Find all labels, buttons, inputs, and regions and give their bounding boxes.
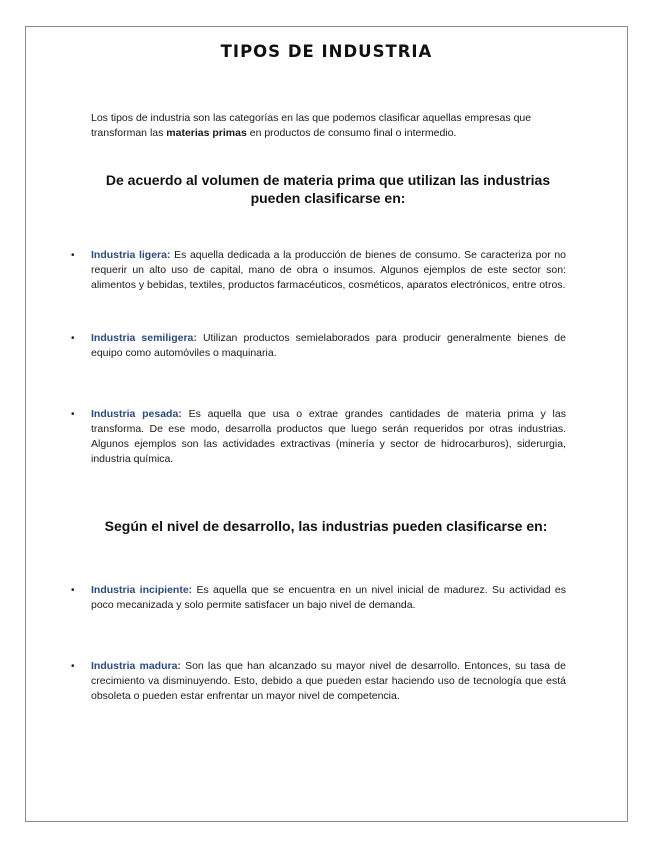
section1-heading: De acuerdo al volumen de materia prima que utilizan las industrias pueden clasificarse en:: [105, 172, 551, 206]
section2-heading: Según el nivel de desarrollo, las industrias pueden clasificarse en:: [104, 518, 548, 534]
bullet-icon: •: [71, 333, 75, 344]
item-text: Son las que han alcanzado su mayor nivel de desarrollo. Entonces, su tasa de crecimiento va disminuyendo. Esto, debido a que pueden estar haciendo uso de tecnología que está obsoleta o pueden estar enfrentar un mayor nivel de competencia.: [91, 660, 566, 702]
list-item-industria-ligera: [71, 248, 566, 293]
bullet-icon: •: [71, 409, 75, 420]
list-item-industria-semiligera: [71, 331, 566, 361]
bullet-icon: •: [71, 661, 75, 672]
intro-text-part1: Los tipos de industria son las categorías en las que podemos clasificar aquellas empresas que transforman las: [91, 112, 532, 139]
item-text: Es aquella dedicada a la producción de bienes de consumo. Se caracteriza por no requerir un alto uso de capital, mano de obra o insumos. Algunos ejemplos de este sector son: alimentos y bebidas, textiles, productos farmacéuticos, cosméticos, aparatos electrónicos, entre otros.: [91, 249, 566, 291]
list-item-industria-madura: [71, 659, 566, 704]
bullet-icon: •: [71, 585, 75, 596]
intro-bold-text: materias primas: [166, 127, 247, 139]
item-term: Industria ligera:: [91, 249, 171, 261]
intro-text-part2: en productos de consumo final o intermedio.: [246, 127, 457, 139]
page-title: TIPOS DE INDUSTRIA: [220, 42, 433, 61]
item-text: Es aquella que se encuentra en un nivel inicial de madurez. Su actividad es poco mecanizada y solo permite satisfacer un bajo nivel de demanda.: [91, 584, 566, 611]
item-term: Industria pesada:: [91, 408, 182, 420]
bullet-icon: •: [71, 250, 75, 261]
intro-paragraph: [91, 111, 566, 141]
list-item-industria-incipiente: [71, 583, 566, 613]
item-text: Es aquella que usa o extrae grandes cantidades de materia prima y las transforma. De ese modo, desarrolla productos que luego serán requeridos por otras industrias. Algunos ejemplos son las actividades extractivas (minería y sector de hidrocarburos), siderurgia, industria química.: [91, 408, 566, 465]
item-term: Industria incipiente:: [91, 584, 193, 596]
list-item-industria-pesada: [71, 407, 566, 467]
item-text: Utilizan productos semielaborados para producir generalmente bienes de equipo como automóviles o maquinaria.: [91, 332, 566, 359]
document-page: [25, 26, 628, 822]
item-term: Industria semiligera:: [91, 332, 197, 344]
item-term: Industria madura:: [91, 660, 181, 672]
